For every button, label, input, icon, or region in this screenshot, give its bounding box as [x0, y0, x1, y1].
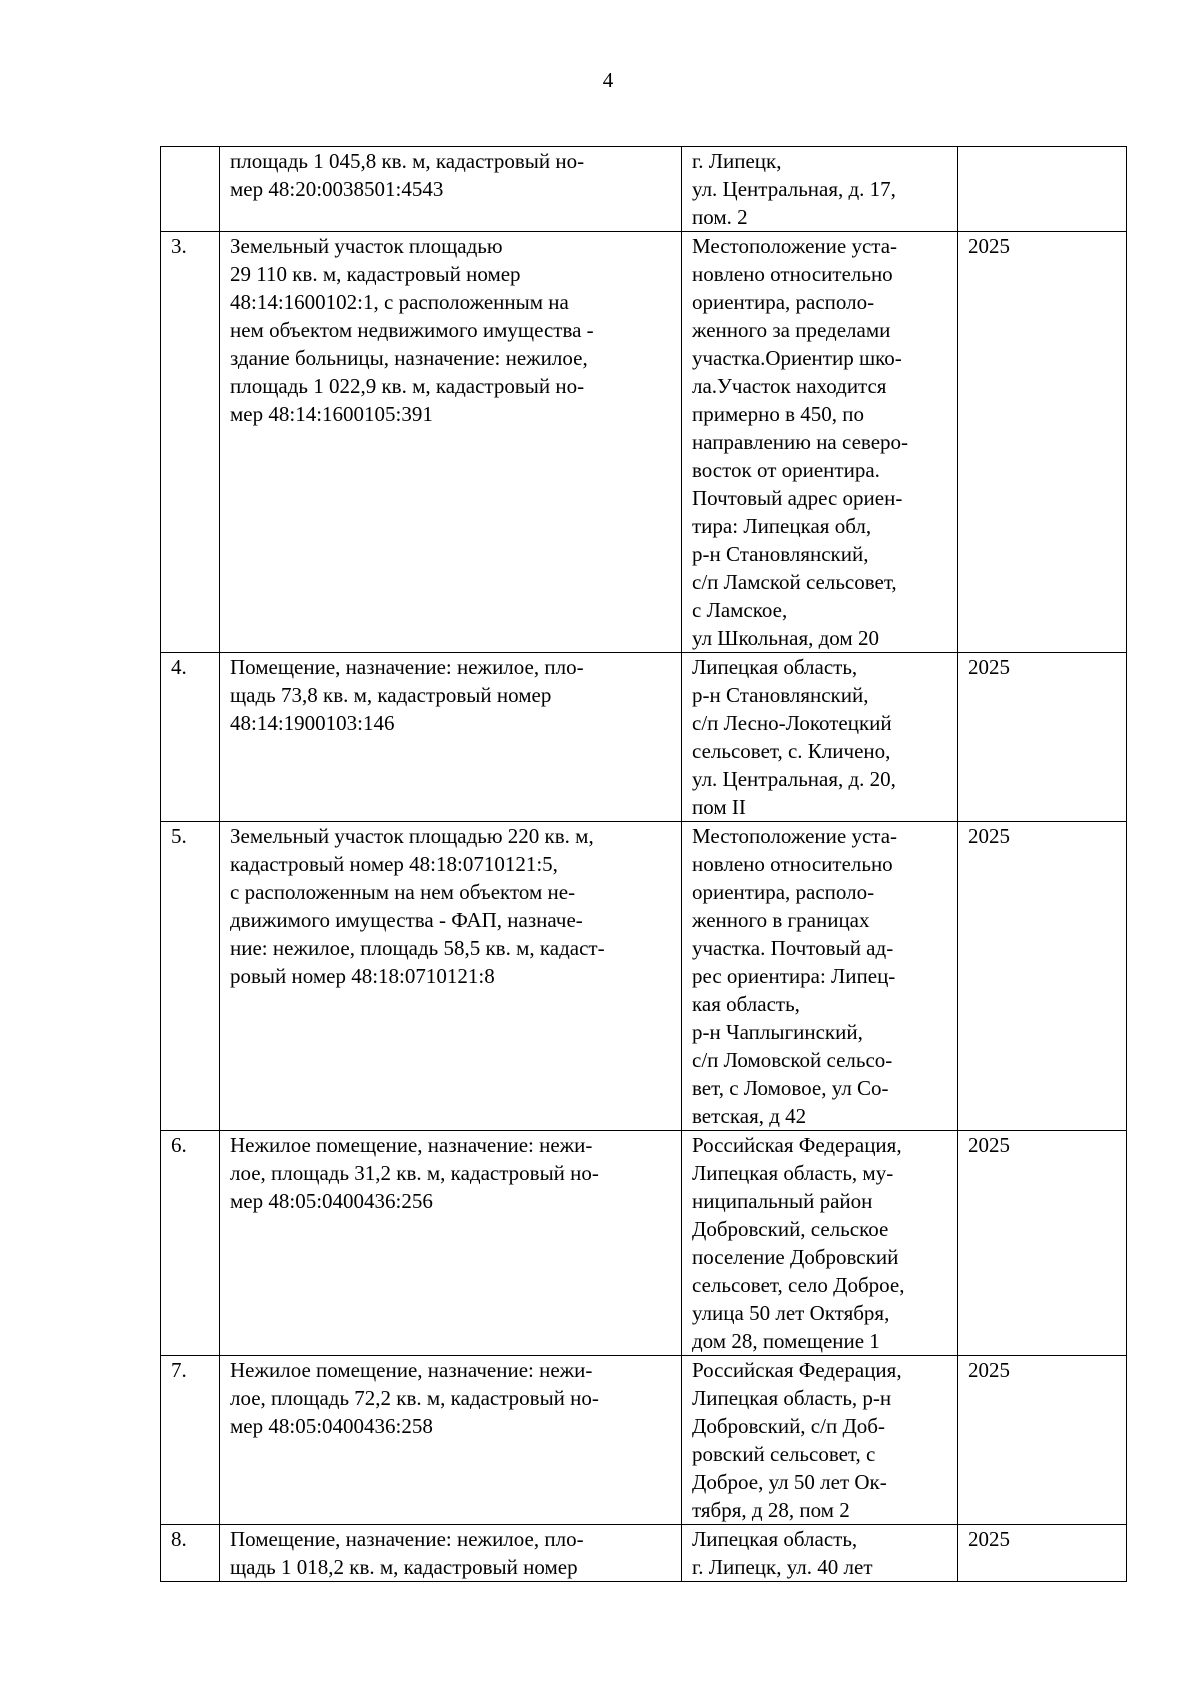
property-address: Российская Федерация, Липецкая область, му- ниципальный район Добровский, сельское поселение Добровский сельсовет, село Доброе, улица 50 лет Октября, дом 28, помещение 1 — [682, 1131, 958, 1356]
table-row — [161, 1525, 1127, 1582]
property-year: 2025 — [958, 822, 1127, 1131]
table-row — [161, 147, 1127, 232]
table-row — [161, 1356, 1127, 1525]
row-number: 8. — [161, 1525, 220, 1582]
property-description: Помещение, назначение: нежилое, пло- щадь 1 018,2 кв. м, кадастровый номер — [220, 1525, 682, 1582]
property-year: 2025 — [958, 232, 1127, 653]
property-year: 2025 — [958, 1525, 1127, 1582]
property-year: 2025 — [958, 1131, 1127, 1356]
table-row — [161, 1131, 1127, 1356]
table-row — [161, 822, 1127, 1131]
property-address: Местоположение уста- новлено относительно ориентира, располо- женного за пределами участка.Ориентир шко- ла.Участок находится примерно в 450, по направлению на северо- восток от ориентира. Почтовый адрес ориен- тира: Липецкая обл, р-н Становлянский, с/п Ламской сельсовет, с Ламское, ул Школьная, дом 20 — [682, 232, 958, 653]
row-number — [161, 147, 220, 232]
table-row — [161, 653, 1127, 822]
property-address: г. Липецк, ул. Центральная, д. 17, пом. 2 — [682, 147, 958, 232]
property-address: Липецкая область, р-н Становлянский, с/п Лесно-Локотецкий сельсовет, с. Кличено, ул. Центральная, д. 20, пом II — [682, 653, 958, 822]
page-number: 4 — [602, 68, 614, 92]
row-number: 7. — [161, 1356, 220, 1525]
property-year — [958, 147, 1127, 232]
row-number: 4. — [161, 653, 220, 822]
property-address: Российская Федерация, Липецкая область, р-н Добровский, с/п Доб- ровский сельсовет, с Доброе, ул 50 лет Ок- тября, д 28, пом 2 — [682, 1356, 958, 1525]
row-number: 3. — [161, 232, 220, 653]
row-number: 5. — [161, 822, 220, 1131]
table-row — [161, 232, 1127, 653]
property-description: площадь 1 045,8 кв. м, кадастровый но- мер 48:20:0038501:4543 — [220, 147, 682, 232]
property-address: Липецкая область, г. Липецк, ул. 40 лет — [682, 1525, 958, 1582]
property-address: Местоположение уста- новлено относительно ориентира, располо- женного в границах участка. Почтовый ад- рес ориентира: Липец- кая область, р-н Чаплыгинский, с/п Ломовской сельсо- вет, с Ломовое, ул Со- ветская, д 42 — [682, 822, 958, 1131]
property-description: Помещение, назначение: нежилое, пло- щадь 73,8 кв. м, кадастровый номер 48:14:1900103:146 — [220, 653, 682, 822]
property-description: Земельный участок площадью 220 кв. м, кадастровый номер 48:18:0710121:5, с расположенным на нем объектом не- движимого имущества - ФАП, назначе- ние: нежилое, площадь 58,5 кв. м, кадаст- ровый номер 48:18:0710121:8 — [220, 822, 682, 1131]
property-year: 2025 — [958, 653, 1127, 822]
property-year: 2025 — [958, 1356, 1127, 1525]
property-description: Земельный участок площадью 29 110 кв. м, кадастровый номер 48:14:1600102:1, с расположенным на нем объектом недвижимого имущества - здание больницы, назначение: нежилое, площадь 1 022,9 кв. м, кадастровый но- мер 48:14:1600105:391 — [220, 232, 682, 653]
property-description: Нежилое помещение, назначение: нежи- лое, площадь 72,2 кв. м, кадастровый но- мер 48:05:0400436:258 — [220, 1356, 682, 1525]
row-number: 6. — [161, 1131, 220, 1356]
property-description: Нежилое помещение, назначение: нежи- лое, площадь 31,2 кв. м, кадастровый но- мер 48:05:0400436:256 — [220, 1131, 682, 1356]
property-table — [160, 146, 1127, 1582]
